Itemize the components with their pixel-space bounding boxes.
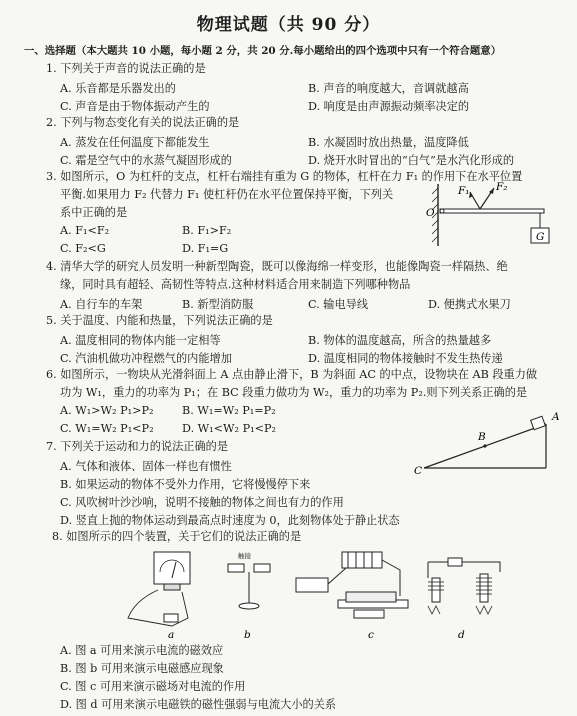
q8-option-c: C. 图 c 可用来演示磁场对电流的作用 — [60, 680, 246, 693]
q3-option-d: D. F₁=G — [182, 242, 229, 255]
q4-option-b: B. 新型消防服 — [182, 298, 254, 311]
q5-option-d: D. 温度相同的物体接触时不发生热传递 — [308, 352, 503, 365]
lever-label-f2: F₂ — [496, 181, 508, 193]
q7-stem: 7. 下列关于运动和力的说法正确的是 — [46, 440, 229, 453]
q3-option-c: C. F₂<G — [60, 242, 106, 255]
q5-stem: 5. 关于温度、内能和热量，下列说法正确的是 — [46, 314, 273, 327]
incline-label-a: A — [552, 411, 560, 423]
page-title: 物理试题（共 90 分） — [196, 15, 381, 35]
incline-figure — [412, 402, 562, 482]
q1-option-c: C. 声音是由于物体振动产生的 — [60, 100, 210, 113]
q4-option-d: D. 便携式水果刀 — [428, 298, 511, 311]
figure-d — [428, 558, 500, 641]
figure-c — [296, 552, 408, 641]
q5-option-b: B. 物体的温度越高，所含的热量越多 — [308, 334, 492, 347]
figure-c-caption: c — [368, 629, 374, 641]
q3-option-a: A. F₁<F₂ — [60, 224, 110, 237]
q1-option-d: D. 响度是由声源振动频率决定的 — [308, 100, 470, 113]
q2-option-c: C. 霜是空气中的水蒸气凝固形成的 — [60, 154, 232, 167]
lever-label-o: O — [426, 207, 435, 219]
q5-option-c: C. 汽油机做功冲程燃气的内能增加 — [60, 352, 232, 365]
incline-label-b: B — [478, 431, 486, 443]
q1-option-a: A. 乐音都是乐器发出的 — [60, 82, 176, 95]
lever-label-f1: F₁ — [458, 185, 470, 197]
q1-option-b: B. 声音的响度越大，音调就越高 — [308, 82, 469, 95]
q7-option-a: A. 气体和液体、固体一样也有惯性 — [60, 460, 232, 473]
figure-b-caption: b — [244, 629, 251, 641]
q6-stem-line1: 6. 如图所示，一物块从光滑斜面上 A 点由静止滑下，B 为斜面 AC 的中点，设物块在 AB 段重力做 — [46, 368, 538, 381]
q2-option-b: B. 水凝固时放出热量，温度降低 — [308, 136, 469, 149]
figure-a-caption: a — [168, 629, 175, 641]
figure-a — [128, 552, 190, 641]
q7-option-b: B. 如果运动的物体不受外力作用，它将慢慢停下来 — [60, 478, 311, 491]
q7-option-c: C. 风吹树叶沙沙响，说明不接触的物体之间也有力的作用 — [60, 496, 344, 509]
q8-stem: 8. 如图所示的四个装置，关于它们的说法正确的是 — [52, 530, 302, 543]
q5-option-a: A. 温度相同的物体内能一定相等 — [60, 334, 221, 347]
lever-label-g: G — [536, 231, 545, 243]
q4-stem-line2: 缘，同时具有超轻、高韧性等特点.这种材料适合用来制造下列哪种物品 — [60, 278, 411, 291]
incline-label-c: C — [414, 465, 423, 477]
figure-b — [228, 551, 270, 641]
figure-b-label: 触接 — [238, 552, 251, 560]
figure-d-caption: d — [458, 629, 465, 641]
q1-stem: 1. 下列关于声音的说法正确的是 — [46, 62, 206, 75]
q8-option-b: B. 图 b 可用来演示电磁感应现象 — [60, 662, 224, 675]
q7-option-d: D. 竖直上抛的物体运动到最高点时速度为 0，此刻物体处于静止状态 — [60, 514, 400, 527]
q8-option-a: A. 图 a 可用来演示电流的磁效应 — [60, 644, 224, 657]
section-header: 一、选择题（本大题共 10 小题，每小题 2 分，共 20 分.每小题给出的四个选项中只有一个符合题意） — [24, 45, 502, 57]
q4-option-c: C. 输电导线 — [308, 298, 369, 311]
q6-stem-line2: 功为 W₁，重力的功率为 P₁；在 BC 段重力做功为 W₂，重力的功率为 P₂.则下列关系正确的是 — [60, 386, 528, 399]
q8-option-d: D. 图 d 可用来演示电磁铁的磁性强弱与电流大小的关系 — [60, 698, 337, 711]
q3-option-b: B. F₁>F₂ — [182, 224, 232, 237]
q4-stem-line1: 4. 清华大学的研究人员发明一种新型陶瓷，既可以像海绵一样变形，也能像陶瓷一样隔热、绝 — [46, 260, 508, 273]
q3-stem-line1: 3. 如图所示，O 为杠杆的支点，杠杆右端挂有重为 G 的物体，杠杆在力 F₁ 的作用下在水平位置 — [46, 170, 523, 183]
lever-figure — [420, 180, 560, 252]
q3-stem-line3: 系中正确的是 — [60, 206, 128, 219]
q2-stem: 2. 下列与物态变化有关的说法正确的是 — [46, 116, 240, 129]
q6-option-c: C. W₁=W₂ P₁<P₂ — [60, 422, 154, 435]
q2-option-d: D. 烧开水时冒出的“白气”是水汽化形成的 — [308, 154, 515, 167]
q6-option-d: D. W₁<W₂ P₁<P₂ — [182, 422, 276, 435]
q4-option-a: A. 自行车的车架 — [60, 298, 143, 311]
q2-option-a: A. 蒸发在任何温度下都能发生 — [60, 136, 210, 149]
q6-option-b: B. W₁=W₂ P₁=P₂ — [182, 404, 276, 417]
q3-stem-line2: 平衡.如果用力 F₂ 代替力 F₁ 使杠杆仍在水平位置保持平衡，下列关 — [60, 188, 394, 201]
q6-option-a: A. W₁>W₂ P₁>P₂ — [60, 404, 154, 417]
apparatus-figures — [110, 548, 510, 640]
